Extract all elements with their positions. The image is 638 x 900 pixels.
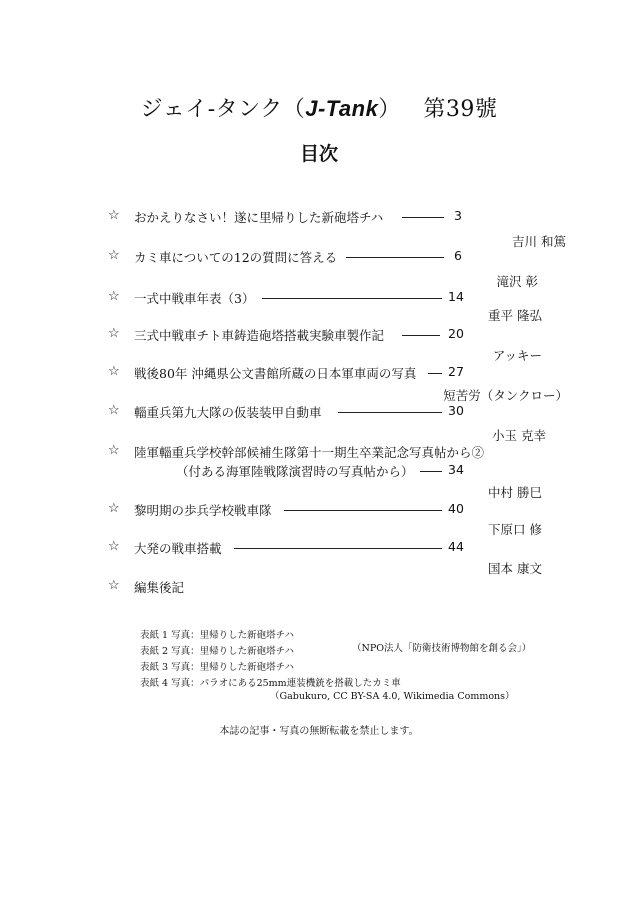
cover-note: 表紙 3 写真：里帰りした新砲塔チハ — [140, 662, 295, 673]
photo-credit-wikimedia: （Gabukuro, CC BY-SA 4.0, Wikimedia Commons） — [270, 691, 515, 702]
leader-line — [402, 217, 444, 218]
toc-entry-subtitle: （付ある海軍陸戦隊演習時の写真帖から） — [176, 464, 414, 479]
cover-note: 表紙 1 写真：里帰りした新砲塔チハ — [140, 630, 295, 641]
copyright-notice: 本誌の記事・写真の無断転載を禁止します。 — [219, 726, 419, 737]
title-issue: 第39號 — [423, 97, 498, 122]
leader-line — [428, 373, 442, 374]
photo-credit-npo: （NPO法人「防衛技術博物館を創る会」） — [352, 643, 532, 654]
title-main: ジェイ-タンク（ — [140, 97, 306, 122]
toc-entry-title: 一式中戦車年表（3） — [134, 291, 255, 306]
star-bullet: ☆ — [108, 539, 120, 554]
title-close: ） — [378, 97, 401, 122]
toc-entry-title: 戦後80年 沖縄県公文書館所蔵の日本軍車両の写真 — [134, 366, 417, 381]
toc-entry-title: カミ車についての12の質問に答える — [134, 250, 338, 265]
leader-line — [420, 471, 442, 472]
toc-entry-page: 27 — [448, 364, 464, 379]
toc-entry-page: 30 — [448, 403, 464, 418]
leader-line — [234, 548, 442, 549]
star-bullet: ☆ — [108, 326, 120, 341]
star-bullet: ☆ — [108, 208, 120, 223]
magazine-title — [0, 92, 638, 123]
toc-entry-page: 3 — [454, 208, 462, 223]
star-bullet: ☆ — [108, 578, 120, 593]
cover-note: 表紙 2 写真：里帰りした新砲塔チハ — [140, 646, 295, 657]
star-bullet: ☆ — [108, 501, 120, 516]
leader-line — [262, 298, 442, 299]
toc-entry-title: おかえりなさい！遂に里帰りした新砲塔チハ — [134, 210, 384, 225]
toc-entry-author: 吉川 和篤 — [512, 234, 566, 249]
star-bullet: ☆ — [108, 248, 120, 263]
star-bullet: ☆ — [108, 403, 120, 418]
toc-entry-author: 小玉 克幸 — [492, 428, 546, 443]
star-bullet: ☆ — [108, 289, 120, 304]
cover-note: 表紙 4 写真：パラオにある25mm連装機銃を搭載したカミ車 — [140, 678, 401, 689]
leader-line — [402, 335, 440, 336]
toc-entry-author: 国本 康文 — [488, 561, 542, 576]
toc-entry-author: 短苦労（タンクロー） — [443, 388, 568, 403]
toc-entry-title: 大発の戦車搭載 — [134, 541, 222, 556]
toc-entry-author: アッキー — [492, 348, 542, 363]
toc-entry-page: 14 — [448, 289, 464, 304]
toc-heading: 目次 — [299, 143, 338, 165]
toc-entry-author: 重平 隆弘 — [488, 308, 542, 323]
toc-entry-author: 滝沢 彰 — [496, 274, 538, 289]
toc-entry-page: 40 — [448, 501, 464, 516]
toc-entry-title: 輜重兵第九大隊の仮装装甲自動車 — [134, 405, 322, 420]
toc-entry-author: 下原口 修 — [488, 522, 542, 537]
toc-entry-page: 34 — [448, 462, 464, 477]
toc-entry-title: 編集後記 — [134, 580, 185, 595]
title-magazine-name: J-Tank — [305, 96, 379, 121]
toc-entry-title: 黎明期の歩兵学校戦車隊 — [134, 503, 272, 518]
leader-line — [284, 510, 442, 511]
toc-entry-page: 44 — [448, 539, 464, 554]
star-bullet: ☆ — [108, 364, 120, 379]
star-bullet: ☆ — [108, 443, 120, 458]
toc-entry-title: 陸軍輜重兵学校幹部候補生隊第十一期生卒業記念写真帖から② — [134, 445, 485, 460]
toc-entry-page: 20 — [448, 326, 464, 341]
leader-line — [346, 257, 444, 258]
cover-photo-notes — [140, 628, 401, 692]
toc-entry-page: 6 — [454, 248, 462, 263]
toc-entry-author: 中村 勝巳 — [488, 485, 542, 500]
toc-entry-title: 三式中戦車チト車鋳造砲塔搭載実験車製作記 — [134, 328, 385, 343]
leader-line — [338, 412, 442, 413]
